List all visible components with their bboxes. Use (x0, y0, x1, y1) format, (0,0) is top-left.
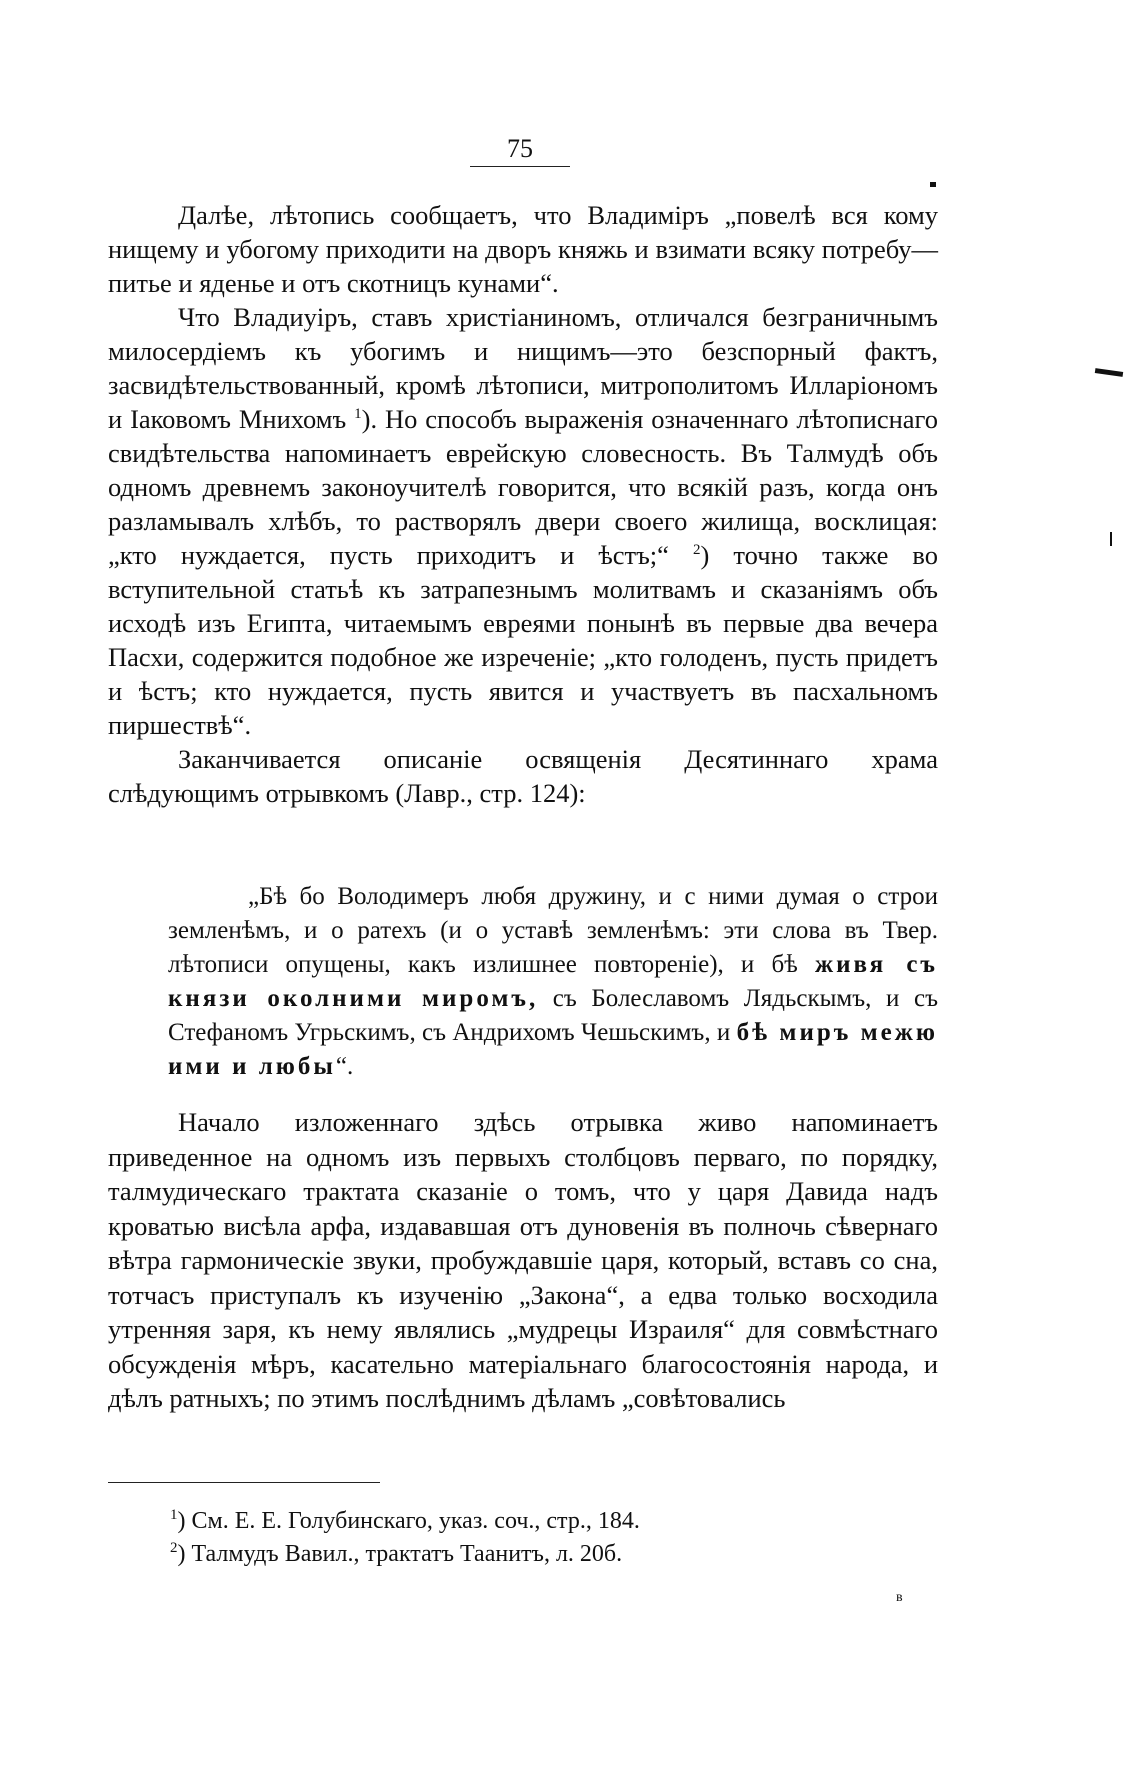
quote-emphasis: бѣ миръ межю ими и любы (168, 1019, 938, 1080)
quote-segment: „Бѣ бо Володимеръ любя дружину, и с ними думая о строи земленѣмъ, и о ратехъ (и о уставѣ земленѣмъ: эти слова въ Твер. лѣтописи опущены, какъ излишнее повтореніе), и бѣ (168, 883, 938, 978)
footnotes (170, 1505, 930, 1571)
paragraph-segment: ). Но способъ выраженія означеннаго лѣтописнаго свидѣтельства напоминаетъ еврейскую словесность. Въ Талмудѣ объ одномъ древнемъ законоучителѣ говорится, что всякій разъ, когда онъ разламывалъ хлѣбъ, то растворялъ двери своего жилища, восклицая: „кто нуждается, пусть приходитъ и ѣстъ;“ (108, 404, 938, 570)
quote-segment: “. (335, 1053, 354, 1080)
signature-mark: в (896, 1590, 903, 1605)
block-quote (168, 880, 938, 1084)
paragraph: Начало изложеннаго здѣсь отрывка живо напоминаетъ приведенное на одномъ изъ первыхъ столбцовъ перваго, по порядку, талмудическаго трактата сказаніе о томъ, что у царя Давида надъ кроватью висѣла арфа, издававшая отъ дуновенія въ полночь сѣвернаго вѣтра гармоническіе звуки, пробуждавшіе царя, который, вставъ со сна, тотчасъ приступалъ къ изученію „Закона“, а едва только восходила утренняя заря, къ нему являлись „мудрецы Израиля“ для совмѣстнаго обсужденія мѣръ, касательно матеріальнаго благосостоянія народа, и дѣлъ ратныхъ; по этимъ послѣднимъ дѣламъ „совѣтовались (108, 1107, 938, 1413)
footnote-divider (108, 1482, 380, 1483)
footnote-mark: 1 (170, 1507, 178, 1523)
paragraph-segment: ) точно также во вступительной статьѣ къ затрапезнымъ молитвамъ и сказаніямъ объ исходѣ изъ Египта, читаемымъ евреями понынѣ въ первые два вечера Пасхи, содержится подобное же изреченіе; „кто голоденъ, пусть придетъ и ѣстъ; кто нуждается, пусть явится и участвуетъ въ пасхальномъ пиршествѣ“. (108, 540, 938, 740)
margin-pencil-mark (1095, 368, 1123, 377)
footnote-text: ) Талмудъ Вавил., трактатъ Таанитъ, л. 20б. (177, 1541, 623, 1567)
quote-segment: съ Болеславомъ Лядьскымъ, и съ Стефаномъ Угрьскимъ, съ Андрихомъ Чешьскимъ, и (168, 985, 938, 1046)
footnote-mark: 2 (170, 1540, 178, 1556)
main-text-block (108, 198, 938, 810)
paragraph (108, 300, 938, 742)
paragraph: Далѣе, лѣтопись сообщаетъ, что Владиміръ „повелѣ вся кому нищему и убогому приходити на дворъ княжь и взимати всяку потребу—питье и яденье и отъ скотницъ кунами“. (108, 200, 938, 298)
paragraph-segment: Что Владиуіръ, ставъ христіаниномъ, отличался безграничнымъ милосердіемъ къ убогимъ и нищимъ—это безспорный фактъ, засвидѣтельствованный, кромѣ лѣтописи, митрополитомъ Илларіономъ и Іаковомъ Мнихомъ (108, 302, 938, 434)
page-number: 75 (470, 134, 570, 167)
footnote-ref: 1 (354, 406, 362, 423)
continuation-text-block (108, 1105, 938, 1416)
footnote-ref: 2 (693, 542, 701, 559)
paragraph: Заканчивается описаніе освященія Десятиннаго храма слѣдующимъ отрывкомъ (Лавр., стр. 124): (108, 744, 938, 808)
footnote (170, 1538, 930, 1571)
quote-text (168, 880, 938, 1084)
margin-pencil-tick (1110, 532, 1112, 546)
footnote (170, 1505, 930, 1538)
ink-speck (930, 182, 936, 187)
footnote-text: ) См. Е. Е. Голубинскаго, указ. соч., стр., 184. (177, 1508, 640, 1534)
quote-emphasis: живя съ князи околними миромъ, (168, 951, 939, 1012)
